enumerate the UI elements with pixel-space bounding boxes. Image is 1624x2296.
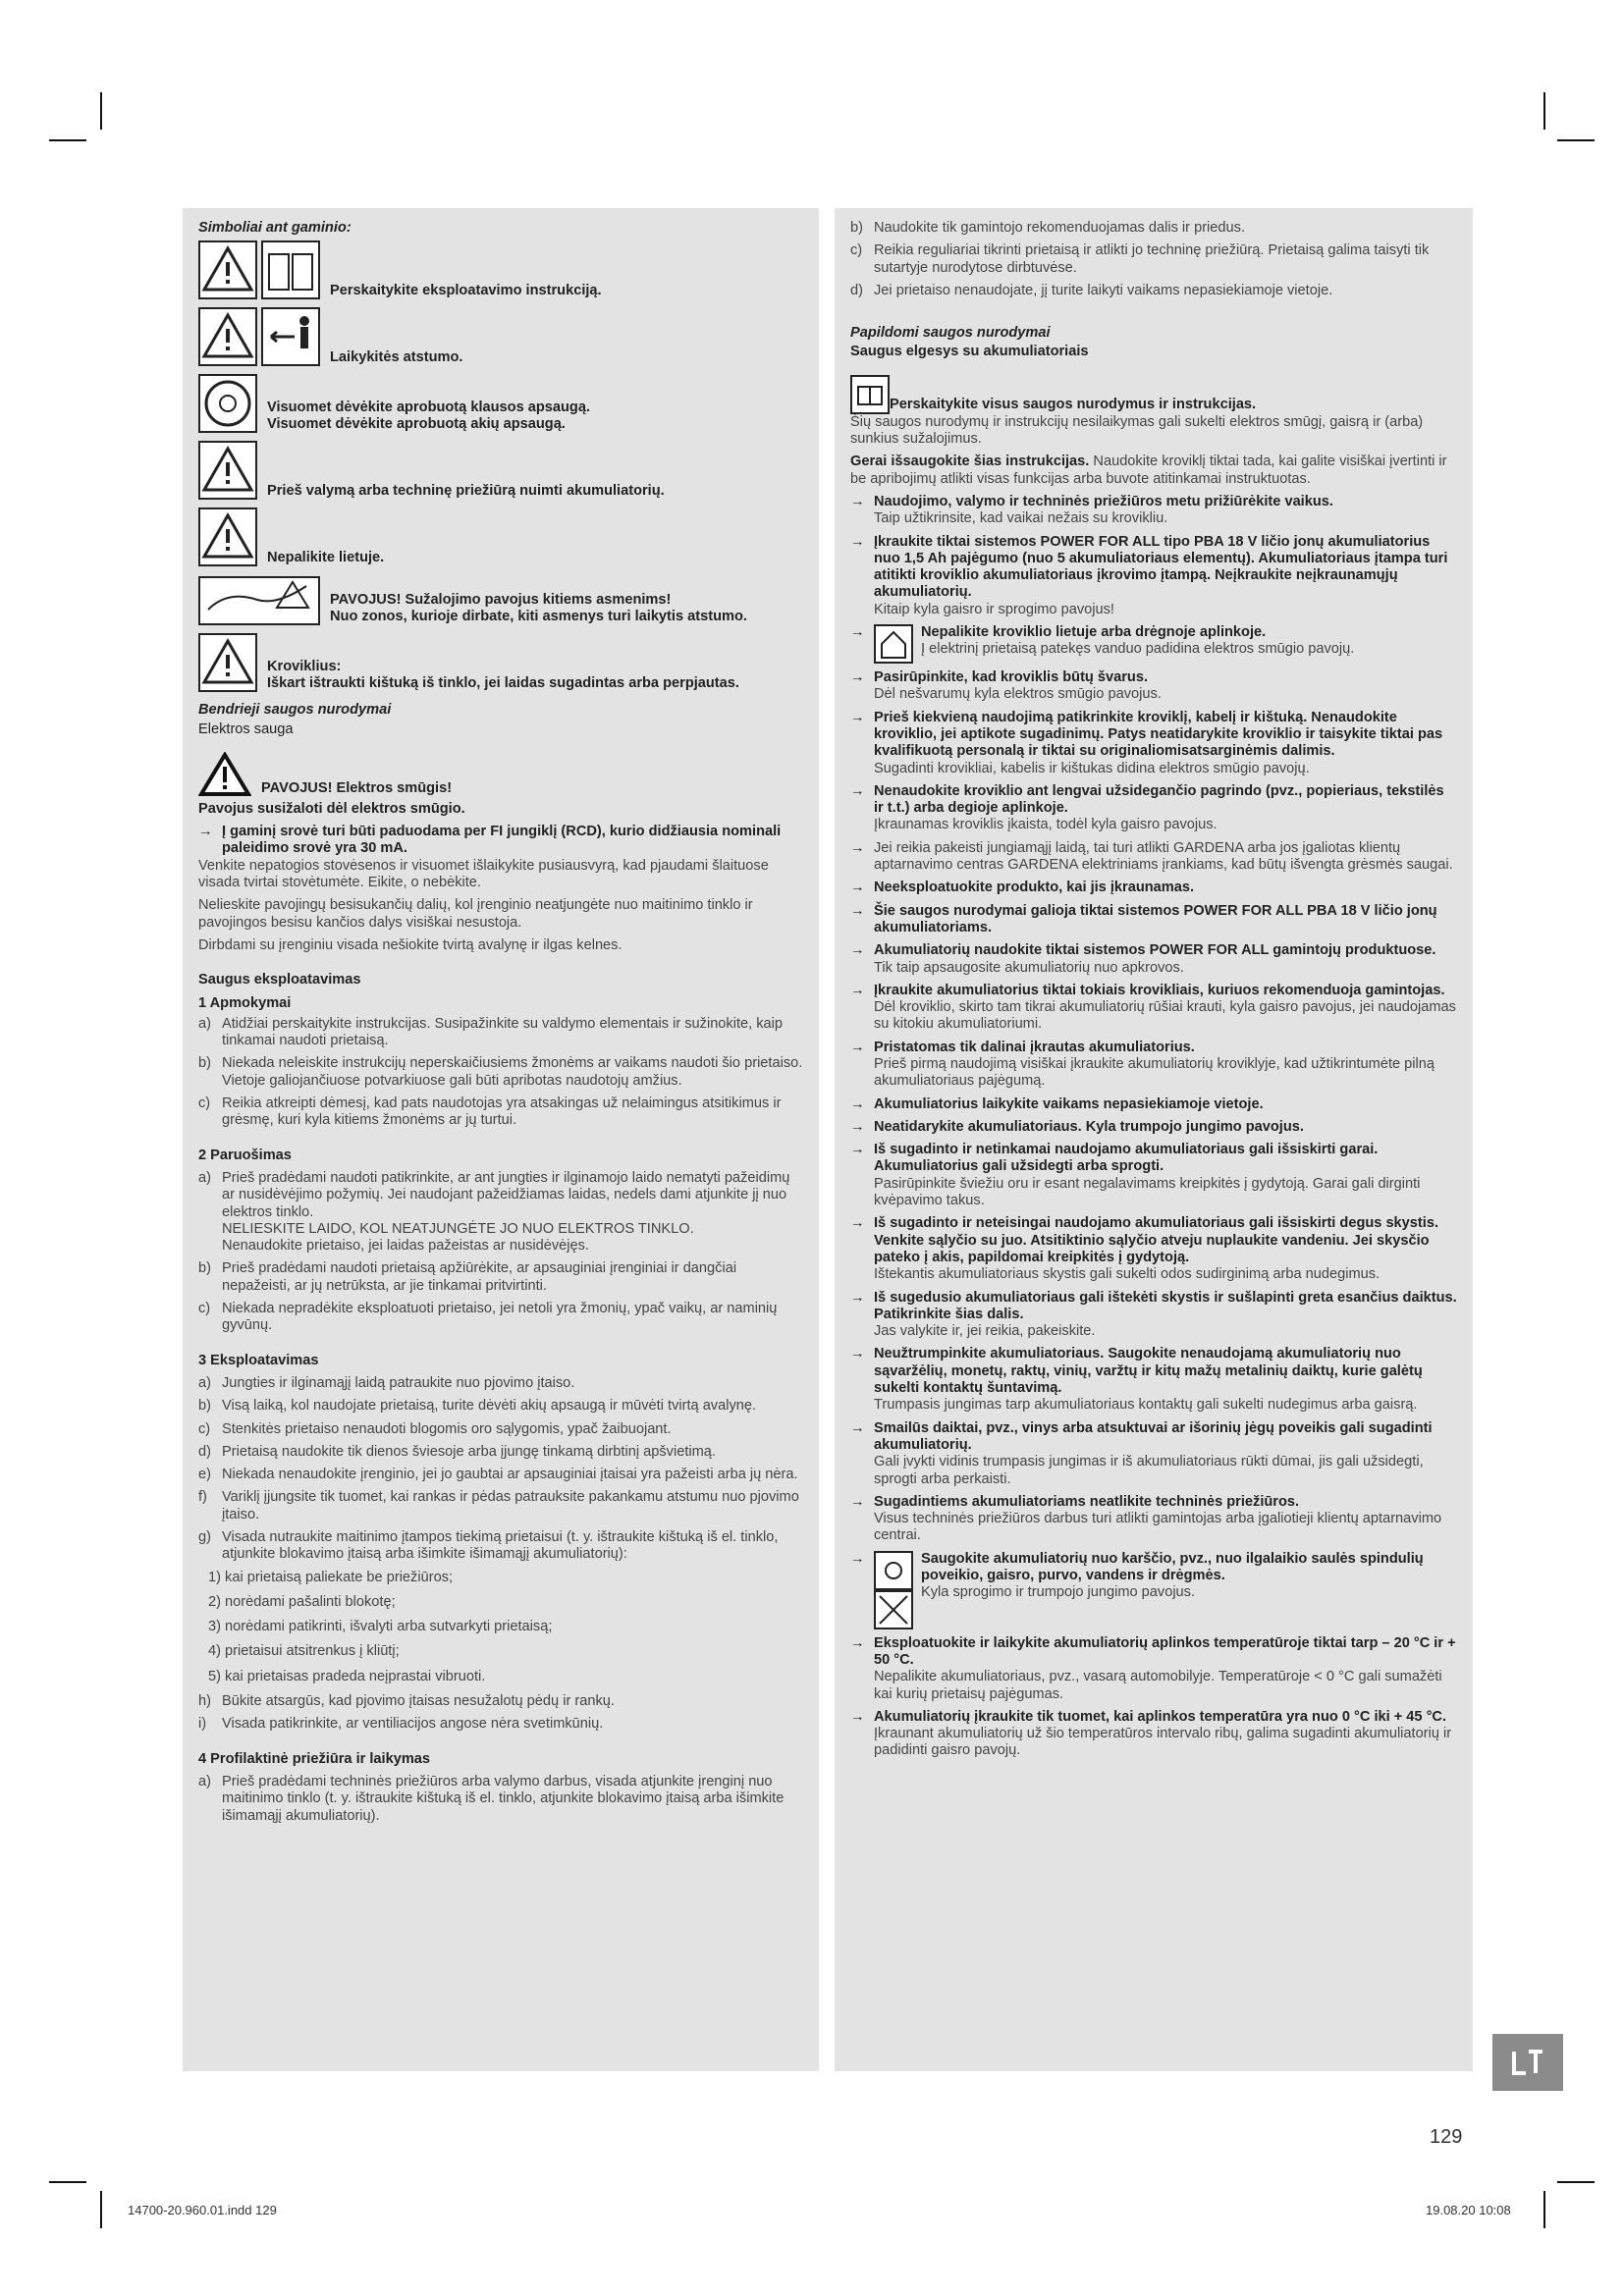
safety-bold: Įkraukite akumuliatorius tiktai tokiais krovikliais, kuriuos rekomenduoja gamintojas. xyxy=(874,982,1445,998)
safety-item xyxy=(850,1635,1457,1703)
safety-note: Trumpasis jungimas tarp akumuliatoriaus kontaktų gali sukelti nudegimus arba gaisrą. xyxy=(874,1397,1418,1414)
item-letter: a) xyxy=(198,1015,211,1032)
safety-bold: Pasirūpinkite, kad kroviklis būtų švarus. xyxy=(874,669,1149,686)
symbol-row xyxy=(198,374,803,433)
symbol-text: Nepalikite lietuje. xyxy=(267,550,385,565)
safe-operation-heading: Saugus eksploatavimas xyxy=(198,972,361,988)
list-item xyxy=(198,1467,803,1483)
safety-bold: Sugadintiems akumuliatoriams neatlikite techninės priežiūros. xyxy=(874,1493,1300,1510)
danger-label: PAVOJUS! Elektros smūgis! xyxy=(261,779,453,796)
arrow-icon: → xyxy=(850,624,865,641)
footer-file: 14700-20.960.01.indd 129 xyxy=(128,2203,277,2217)
house-icon xyxy=(874,624,913,664)
item-text: Būkite atsargūs, kad pjovimo įtaisas nesužalotų pėdų ir rankų. xyxy=(222,1693,615,1710)
warning-manual-icon xyxy=(198,240,257,299)
sub-item: 2) norėdami pašalinti blokotę; xyxy=(208,1593,396,1610)
item-text: Visą laiką, kol naudojate prietaisą, turite dėvėti akių apsaugą ir mūvėti tvirtą avalynę. xyxy=(222,1398,757,1415)
arrow-icon: → xyxy=(850,782,865,799)
keep-instructions: Gerai išsaugokite šias instrukcijas. Naudokite kroviklį tiktai tada, kai galite visiškai įvertinti ir be apribojimų atlikti visas funkcijas arba buvote atitinkamai instruktuotas. xyxy=(850,454,1447,487)
symbol-icons xyxy=(198,576,320,625)
symbol-text: PAVOJUS! Sužalojimo pavojus kitiems asmenims! Nuo zonos, kurioje dirbate, kiti asmenys turi laikytis atstumo. xyxy=(330,591,747,624)
safety-item-body xyxy=(874,1494,1457,1545)
symbol-icons xyxy=(198,307,320,366)
item-letter: f) xyxy=(198,1489,207,1506)
list-item xyxy=(850,283,1457,299)
safety-note: Kitaip kyla gaisro ir sprogimo pavojus! xyxy=(874,601,1114,617)
sub-item: 1) kai prietaisą paliekate be priežiūros; xyxy=(208,1569,454,1585)
symbol-row xyxy=(198,307,803,366)
right-column xyxy=(835,208,1473,2071)
preparation-list xyxy=(198,1170,803,1335)
symbol-row xyxy=(198,240,803,299)
safety-note: Dėl nešvarumų kyla elektros smūgio pavojus. xyxy=(874,686,1162,703)
safety-item xyxy=(850,1551,1457,1629)
arrow-icon: → xyxy=(850,1346,865,1362)
list-item xyxy=(198,1055,803,1090)
read-all-note: Šių saugos nurodymų ir instrukcijų nesilaikymas gali sukelti elektros smūgį, gaisrą ir (arba) sunkius sužalojimus. xyxy=(850,413,1424,448)
arrow-icon: → xyxy=(850,982,865,998)
crop-mark xyxy=(1557,139,1595,141)
safety-item-body xyxy=(874,1346,1457,1414)
rcd-text: Į gaminį srovė turi būti paduodama per FI jungiklį (RCD), kurio didžiausia nominali paleidimo srovė yra 30 mA. xyxy=(222,824,782,857)
symbol-icons xyxy=(198,240,320,299)
safety-item-text xyxy=(921,624,1354,664)
safety-item xyxy=(850,1096,1457,1113)
list-item xyxy=(198,1301,803,1335)
thrown-objects-icon xyxy=(198,576,320,625)
battery-safety-subheading: Saugus elgesys su akumuliatoriais xyxy=(850,344,1089,360)
safety-item-body xyxy=(874,1215,1457,1283)
safety-item-text xyxy=(921,1551,1457,1629)
item-letter: b) xyxy=(198,1398,211,1415)
arrow-icon: → xyxy=(850,1493,865,1510)
manual-book-icon xyxy=(261,240,320,299)
safety-item-body xyxy=(874,903,1457,937)
safety-bold: Nenaudokite kroviklio ant lengvai užsidegančio pagrindo (pvz., popieriaus, tekstilės ir t.t.) arba degioje aplinkoje. xyxy=(874,782,1444,817)
list-item xyxy=(198,1398,803,1415)
safety-item-body xyxy=(874,1119,1304,1136)
item-letter: c) xyxy=(850,242,863,259)
safety-item-body xyxy=(874,1420,1457,1488)
arrow-icon: → xyxy=(850,533,865,550)
safety-bold: Neatidarykite akumuliatoriaus. Kyla trumpojo jungimo pavojus. xyxy=(874,1118,1304,1135)
symbols-heading: Simboliai ant gaminio: xyxy=(198,220,352,236)
symbol-text: Kroviklius: Iškart ištraukti kištuką iš tinklo, jei laidas sugadintas arba perpjautas. xyxy=(267,658,739,691)
arrow-icon: → xyxy=(850,1039,865,1055)
symbol-row xyxy=(198,507,803,566)
safety-bold: Prieš kiekvieną naudojimą patikrinkite kroviklį, kabelį ir kištuką. Nenaudokite kroviklio, jei aptikote sugadinimų. Patys neatidarykite kroviklio ir taisykite tiktai pas kvalifikuotą personalą ir tiktai su originaliomisatsarginėmis dalimis. xyxy=(874,709,1443,760)
read-all-text: Perskaitykite visus saugos nurodymus ir instrukcijas. xyxy=(890,397,1257,413)
safety-item xyxy=(850,1709,1457,1760)
ear-eye-protection-icon xyxy=(198,374,257,433)
safety-note: Pasirūpinkite šviežiu oru ir esant negalavimams kreipkitės į gydytoją. Garai gali dirginti kvėpavimo takus. xyxy=(874,1175,1421,1209)
safety-item-body xyxy=(874,1551,1457,1629)
safety-note: Jas valykite ir, jei reikia, pakeiskite. xyxy=(874,1323,1096,1340)
training-list xyxy=(198,1016,803,1130)
crop-mark xyxy=(49,139,86,141)
arrow-icon: → xyxy=(850,1550,865,1567)
safety-item-body xyxy=(874,1096,1264,1113)
arrow-icon: → xyxy=(850,1095,865,1112)
list-item xyxy=(198,1260,803,1295)
safety-item-body xyxy=(874,494,1333,528)
item-text: Variklį įjungsite tik tuomet, kai rankas ir pėdas patrauksite pakankamu atstumu nuo pjovimo įtaiso. xyxy=(222,1489,799,1522)
safety-item-body xyxy=(874,534,1457,618)
arrow-icon: → xyxy=(850,880,865,896)
safety-item xyxy=(850,1215,1457,1283)
safety-item xyxy=(850,494,1457,528)
arrow-icon: → xyxy=(850,1634,865,1651)
charger-cable-icon xyxy=(198,633,257,692)
safety-note: Visus techninės priežiūros darbus turi atlikti gamintojas arba įgaliotieji klientų aptarnavimo centrai. xyxy=(874,1511,1442,1544)
symbol-row xyxy=(198,574,803,625)
arrow-icon: → xyxy=(850,839,865,856)
item-letter: d) xyxy=(198,1443,211,1460)
item-letter: c) xyxy=(198,1301,211,1317)
crop-mark xyxy=(1543,2191,1545,2228)
no-rain-icon xyxy=(198,507,257,566)
arrow-icon: → xyxy=(198,824,213,840)
safety-item-body xyxy=(874,1290,1457,1341)
safety-bold: Iš sugadinto ir neteisingai naudojamo akumuliatoriaus gali išsiskirti degus skystis. Venkite sąlyčio su juo. Atsitiktinio sąlyčio atveju nuplaukite vandeniu. Jei skysčio pateko į akis, papildomai kreipkitės į gydytoją. xyxy=(874,1215,1438,1265)
list-item xyxy=(198,1716,803,1733)
safety-item xyxy=(850,1494,1457,1545)
section-title: 2 Paruošimas xyxy=(198,1147,292,1163)
safety-item xyxy=(850,840,1457,875)
safety-item-body xyxy=(874,942,1435,977)
item-text: Niekada nepradėkite eksploatuoti prietaiso, jei netoli yra žmonių, ypač vaikų, ar naminių gyvūnų. xyxy=(222,1301,778,1334)
item-text: Reikia reguliariai tikrinti prietaisą ir atlikti jo techninę priežiūrą. Prietaisą galima taisyti tik sutartyje nurodytose dirbtuvėse. xyxy=(874,242,1430,276)
symbol-row xyxy=(198,633,803,692)
section-title: 3 Eksploatavimas xyxy=(198,1352,319,1368)
item-letter: c) xyxy=(198,1095,211,1112)
safety-item xyxy=(850,1290,1457,1341)
safety-item-body xyxy=(874,1142,1457,1209)
item-text: Prietaisą naudokite tik dienos šviesoje arba įjungę tinkamą dirbtinį apšvietimą. xyxy=(222,1443,716,1460)
maintenance-list-continued xyxy=(850,220,1457,299)
list-item xyxy=(198,1529,803,1564)
symbol-text: Prieš valymą arba techninę priežiūrą nuimti akumuliatorių. xyxy=(267,483,665,499)
item-letter: a) xyxy=(198,1374,211,1391)
item-letter: h) xyxy=(198,1693,211,1710)
safety-note: Tik taip apsaugosite akumuliatorių nuo apkrovos. xyxy=(874,959,1184,976)
item-text: Naudokite tik gamintojo rekomenduojamas dalis ir priedus. xyxy=(874,220,1246,236)
danger-block xyxy=(198,752,803,797)
safety-note: Gali įvykti vidinis trumpasis jungimas ir iš akumuliatoriaus rūkti dūmai, jis gali užsidegti, sprogti arba perkaisti. xyxy=(874,1454,1424,1487)
keep-distance-icon xyxy=(198,307,257,366)
safety-item xyxy=(850,624,1457,664)
item-letter: a) xyxy=(198,1169,211,1186)
safety-item xyxy=(850,1420,1457,1488)
safety-bold: Įkraukite tiktai sistemos POWER FOR ALL tipo PBA 18 V ličio jonų akumuliatorius nuo 1,5 Ah pajėgumo (nuo 5 akumuliatoriaus elementų). Akumuliatoriaus įtampa turi atitikti kroviklio akumuliatoriaus įkrovimo įtampą. Neįkraukite neįkraunamųjų akumuliatorių. xyxy=(874,533,1448,601)
lt-language-icon xyxy=(1511,2048,1544,2077)
item-text: Visada nutraukite maitinimo įtampos tiekimą prietaisui (t. y. ištraukite kištuką iš el. tinklo, atjunkite blokavimo įtaisą arba išimkite išimamąjį akumuliatorių): xyxy=(222,1528,779,1563)
page-number: 129 xyxy=(1430,2126,1463,2148)
arrow-icon: → xyxy=(850,669,865,686)
item-letter: c) xyxy=(198,1420,211,1437)
safety-note: Dėl kroviklio, skirto tam tikrai akumuliatorių rūšiai krauti, kyla gaisro pavojus, jei naudojamas su kitokiu akumuliatoriumi. xyxy=(874,999,1456,1033)
safety-item-body xyxy=(874,783,1457,834)
safety-bold: Iš sugadinto ir netinkamai naudojamo akumuliatoriaus gali išsiskirti garai. Akumuliatorius gali užsidegti arba sprogti. xyxy=(874,1142,1379,1175)
list-item xyxy=(198,1421,803,1438)
battery-safety-list xyxy=(850,494,1457,1760)
safety-item-body xyxy=(874,880,1194,896)
safety-item-body xyxy=(874,1709,1457,1760)
safety-item-body xyxy=(874,840,1457,875)
symbol-row xyxy=(198,441,803,500)
list-item xyxy=(198,1016,803,1050)
safety-bold: Akumuliatorių įkraukite tik tuomet, kai aplinkos temperatūra yra nuo 0 °C iki + 45 °C. xyxy=(874,1708,1447,1725)
safety-item xyxy=(850,669,1457,704)
safety-bold: Nepalikite kroviklio lietuje arba drėgnoje aplinkoje. xyxy=(921,624,1267,641)
symbol-icons xyxy=(198,633,257,692)
paragraph: Venkite nepatogios stovėsenos ir visuomet išlaikykite pusiausvyrą, kad pjaudami šlaituose visada tvirtai stovėtumėte. Eikite, o nebėkite. xyxy=(198,857,769,891)
list-item xyxy=(198,1095,803,1130)
list-item xyxy=(198,1444,803,1461)
safety-bold: Pristatomas tik dalinai įkrautas akumuliatorius. xyxy=(874,1039,1195,1055)
item-letter: i) xyxy=(198,1716,207,1733)
list-item xyxy=(850,220,1457,237)
item-text: Jei prietaiso nenaudojate, jį turite laikyti vaikams nepasiekiamoje vietoje. xyxy=(874,282,1333,298)
safety-note: Ištekantis akumuliatoriaus skystis gali sukelti odos sudirginimą arba nudegimus. xyxy=(874,1266,1380,1283)
item-text: Stenkitės prietaiso nenaudoti blogomis oro sąlygomis, ypač žaibuojant. xyxy=(222,1420,672,1437)
symbols-list xyxy=(198,240,803,692)
safety-item-body xyxy=(874,710,1457,777)
symbol-text: Laikykitės atstumo. xyxy=(330,349,463,365)
safety-note: Jei reikia pakeisti jungiamąjį laidą, tai turi atlikti GARDENA arba jos įgaliotas klientų aptarnavimo centras GARDENA elektriniams įrankiams, kad būtų išvengta grėsmės saugai. xyxy=(874,839,1453,874)
safety-item xyxy=(850,903,1457,937)
arrow-icon: → xyxy=(850,1289,865,1306)
operation-sublist xyxy=(198,1570,803,1685)
section-title: 1 Apmokymai xyxy=(198,994,292,1011)
safety-note: Įkraunant akumuliatorių už šio temperatūros intervalo ribų, galima sugadinti akumuliatorių ir padidinti gaisro pavojų. xyxy=(874,1726,1452,1759)
item-letter: e) xyxy=(198,1467,211,1483)
section-title: 4 Profilaktinė priežiūra ir laikymas xyxy=(198,1750,431,1767)
item-letter: b) xyxy=(850,220,863,236)
crop-mark xyxy=(100,2191,102,2228)
list-item xyxy=(198,1774,803,1825)
crop-mark xyxy=(49,2181,86,2183)
safety-bold: Akumuliatorius laikykite vaikams nepasiekiamoje vietoje. xyxy=(874,1095,1264,1112)
item-text: Prieš pradėdami techninės priežiūros arba valymo darbus, visada atjunkite įrenginį nuo maitinimo tinklo (t. y. ištraukite kištuką iš el. tinklo, atjunkite blokavimo įtaisą arba išimkite išimamąjį akumuliatorių). xyxy=(222,1773,785,1824)
safety-item-body xyxy=(874,1040,1457,1091)
crop-mark xyxy=(1557,2181,1595,2183)
sub-item: 3) norėdami patikrinti, išvalyti arba sutvarkyti prietaisą; xyxy=(208,1619,553,1635)
item-text: Prieš pradėdami naudoti patikrinkite, ar ant jungties ir ilginamojo laido nematyti pažeidimų ar nusidėvėjimo požymių. Jei naudojant pažeidžiamas laidas, nedels dami atjunkite jį nuo elektros tinklo. NELIESKITE LAIDO, KOL NEATJUNGĖTE JO NUO ELEKTROS TINKLO. Nenaudokite prietaiso, jei laidas pažeistas ar nusidėvėjęs. xyxy=(222,1169,790,1255)
heat-water-icon xyxy=(874,1551,913,1629)
item-letter: d) xyxy=(850,282,863,298)
safety-item xyxy=(850,534,1457,618)
safety-note: Taip užtikrinsite, kad vaikai nežais su krovikliu. xyxy=(874,510,1168,527)
item-text: Atidžiai perskaitykite instrukcijas. Susipažinkite su valdymo elementais ir sužinokite, kaip tinkamai naudoti prietaisą. xyxy=(222,1015,784,1049)
arrow-icon: → xyxy=(850,1215,865,1232)
safety-item xyxy=(850,1346,1457,1414)
safety-bold: Neeksploatuokite produkto, kai jis įkraunamas. xyxy=(874,880,1195,896)
general-safety-heading: Bendrieji saugos nurodymai xyxy=(198,702,392,719)
arrow-icon: → xyxy=(850,1708,865,1725)
symbol-icons xyxy=(198,507,257,566)
footer-date: 19.08.20 10:08 xyxy=(1426,2203,1511,2217)
safety-bold: Eksploatuokite ir laikykite akumuliatorių aplinkos temperatūroje tiktai tarp – 20 °C ir + 50 °C. xyxy=(874,1634,1456,1668)
electrical-safety-subheading: Elektros sauga xyxy=(198,721,294,737)
list-item xyxy=(198,1489,803,1523)
list-item xyxy=(198,1375,803,1392)
safety-bold: Akumuliatorių naudokite tiktai sistemos POWER FOR ALL gamintojų produktuose. xyxy=(874,942,1436,959)
sub-item: 5) kai prietaisas pradeda neįprastai vibruoti. xyxy=(208,1668,486,1684)
crop-mark xyxy=(100,92,102,130)
symbol-text: Visuomet dėvėkite aprobuotą klausos apsaugą. Visuomet dėvėkite aprobuotą akių apsaugą. xyxy=(267,399,591,432)
maintenance-list xyxy=(198,1774,803,1825)
safety-note: Įkraunamas kroviklis įkaista, todėl kyla gaisro pavojus. xyxy=(874,817,1218,833)
safety-note: Į elektrinį prietaisą patekęs vanduo padidina elektros smūgio pavojų. xyxy=(921,641,1355,658)
paragraph: Nelieskite pavojingų besisukančių dalių, kol įrenginio neatjungėte nuo maitinimo tinklo ir pavojingos besisu kančios dalys visiškai nesustoja. xyxy=(198,897,753,931)
safety-bold: Iš sugedusio akumuliatoriaus gali ištekėti skystis ir sušlapinti greta esančius daiktus. Patikrinkite šias dalis. xyxy=(874,1289,1457,1322)
arrow-icon: → xyxy=(850,493,865,509)
arrow-icon: → xyxy=(850,1142,865,1158)
person-distance-icon xyxy=(261,307,320,366)
item-text: Reikia atkreipti dėmesį, kad pats naudotojas yra atsakingas už nelaimingus atsitikimus ir grėsmę, kuri kyla kitiems žmonėms ar jų turtui. xyxy=(222,1095,782,1129)
safety-bold: Smailūs daiktai, pvz., vinys arba atsuktuvai ar išorinių jėgų poveikis gali sugadinti akumuliatorių. xyxy=(874,1419,1433,1453)
item-letter: b) xyxy=(198,1055,211,1072)
danger-text: Pavojus susižaloti dėl elektros smūgio. xyxy=(198,800,465,817)
item-text: Niekada neleiskite instrukcijų neperskaičiusiems žmonėms ar vaikams naudoti šio prietaiso. Vietoje galiojančiuose potvarkiuose gali būti apribotas naudotojų amžius. xyxy=(222,1055,803,1089)
read-manual-icon xyxy=(850,375,890,414)
safety-item-body xyxy=(874,983,1457,1034)
list-item xyxy=(198,1170,803,1255)
safety-bold: Saugokite akumuliatorių nuo karščio, pvz., nuo ilgalaikio saulės spindulių poveikio, gaisro, purvo, vandens ir drėgmės. xyxy=(921,1550,1424,1583)
sub-item: 4) prietaisui atsitrenkus į kliūtį; xyxy=(208,1643,400,1660)
item-letter: b) xyxy=(198,1260,211,1277)
safety-item xyxy=(850,983,1457,1034)
safety-item xyxy=(850,1040,1457,1091)
arrow-icon: → xyxy=(850,1419,865,1436)
safety-item xyxy=(850,942,1457,977)
safety-item-body xyxy=(874,624,1354,664)
safety-item xyxy=(850,1142,1457,1209)
item-text: Prieš pradėdami naudoti prietaisą apžiūrėkite, ar apsauginiai įrenginiai ir dangčiai nepažeisti, ar jų netrūksta, ar jie tinkamai pritvirtinti. xyxy=(222,1260,737,1294)
item-text: Jungties ir ilginamąjį laidą patraukite nuo pjovimo įtaiso. xyxy=(222,1374,575,1391)
left-column xyxy=(183,208,819,2071)
operation-list xyxy=(198,1375,803,1564)
language-tab xyxy=(1492,2034,1563,2091)
operation-list-continued xyxy=(198,1693,803,1734)
item-text: Visada patikrinkite, ar ventiliacijos angose nėra svetimkūnių. xyxy=(222,1716,604,1733)
safety-item-body xyxy=(874,1635,1457,1703)
item-text: Niekada nenaudokite įrenginio, jei jo gaubtai ar apsauginiai įtaisai yra pažeisti arba jų nėra. xyxy=(222,1467,798,1483)
list-item xyxy=(198,1693,803,1710)
arrow-icon: → xyxy=(850,1118,865,1135)
safety-item xyxy=(850,783,1457,834)
safety-item xyxy=(850,1119,1457,1136)
paragraph: Dirbdami su įrenginiu visada nešiokite tvirtą avalynę ir ilgas kelnes. xyxy=(198,936,623,953)
symbol-text: Perskaitykite eksploatavimo instrukciją. xyxy=(330,283,602,298)
safety-note: Sugadinti krovikliai, kabelis ir kištukas didina elektros smūgio pavojų. xyxy=(874,760,1310,776)
arrow-icon: → xyxy=(850,902,865,919)
symbol-icons xyxy=(198,374,257,433)
safety-bold: Šie saugos nurodymai galioja tiktai sistemos POWER FOR ALL PBA 18 V ličio jonų akumuliatoriams. xyxy=(874,902,1437,935)
safety-note: Kyla sprogimo ir trumpojo jungimo pavojus. xyxy=(921,1584,1196,1601)
safety-bold: Neužtrumpinkite akumuliatoriaus. Saugokite nenaudojamą akumuliatorių nuo sąvaržėlių, monetų, raktų, vinių, varžtų ir kitų mažų metalinių daiktų, kurie galėtų sukelti kontaktų šuntavimą. xyxy=(874,1346,1423,1397)
additional-safety-heading: Papildomi saugos nurodymai xyxy=(850,325,1051,342)
read-all-row xyxy=(850,375,1457,414)
crop-mark xyxy=(1543,92,1545,130)
safety-bold: Naudojimo, valymo ir techninės priežiūros metu prižiūrėkite vaikus. xyxy=(874,493,1333,509)
item-letter: a) xyxy=(198,1773,211,1789)
item-letter: g) xyxy=(198,1528,211,1545)
rcd-note xyxy=(198,824,803,858)
safety-item xyxy=(850,710,1457,777)
warning-triangle-icon xyxy=(198,752,251,797)
remove-battery-icon xyxy=(198,441,257,500)
safety-note: Prieš pirmą naudojimą visiškai įkraukite akumuliatorių kroviklyje, kad užtikrintumėte pilną akumuliatoriaus pajėgumą. xyxy=(874,1055,1435,1090)
arrow-icon: → xyxy=(850,942,865,959)
list-item xyxy=(850,242,1457,277)
safety-item-body xyxy=(874,669,1162,704)
safety-note: Nepalikite akumuliatoriaus, pvz., vasarą automobilyje. Temperatūroje < 0 °C gali sumažėti kai kurių prietaisų pajėgumas. xyxy=(874,1669,1442,1702)
symbol-icons xyxy=(198,441,257,500)
arrow-icon: → xyxy=(850,709,865,725)
safety-item xyxy=(850,880,1457,896)
